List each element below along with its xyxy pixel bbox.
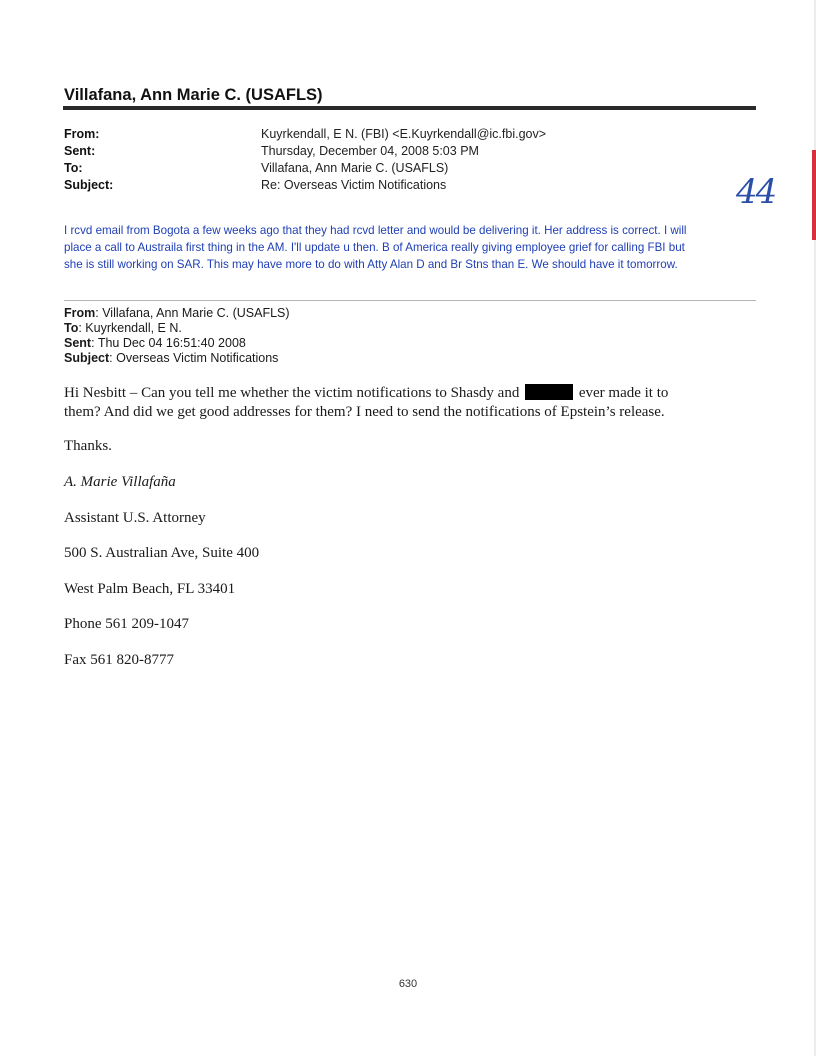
original-sent	[64, 336, 246, 350]
original-message-body	[64, 384, 756, 422]
signature-title: Assistant U.S. Attorney	[64, 510, 206, 526]
to-value: Villafana, Ann Marie C. (USAFLS)	[261, 161, 449, 175]
from-value: Kuyrkendall, E N. (FBI) <E.Kuyrkendall@ic.fbi.gov>	[261, 127, 547, 141]
original-to	[64, 321, 182, 335]
original-from	[64, 306, 290, 320]
quoted-message-separator	[64, 300, 756, 301]
original-from-label: From	[64, 306, 96, 320]
body-text-part-1: Hi Nesbitt – Can you tell me whether the victim notifications to Shasdy and	[64, 385, 520, 401]
original-subject	[64, 351, 278, 365]
from-label: From:	[64, 127, 100, 141]
original-subject-value: : Overseas Victim Notifications	[109, 351, 279, 365]
to-label: To:	[64, 161, 83, 175]
original-to-label: To	[64, 321, 79, 335]
signature-address-line-1: 500 S. Australian Ave, Suite 400	[64, 545, 260, 561]
redaction-box	[525, 384, 573, 400]
mailbox-owner-title: Villafana, Ann Marie C. (USAFLS)	[64, 86, 323, 104]
reply-line-1: I rcvd email from Bogota a few weeks ago that they had rcvd letter and would be delivering it. Her address is correct. I will	[64, 224, 687, 237]
signature-fax: Fax 561 820-8777	[64, 652, 174, 668]
thanks-line: Thanks.	[64, 438, 112, 454]
signature-name: A. Marie Villafaña	[64, 474, 176, 490]
signature-phone: Phone 561 209-1047	[64, 616, 189, 632]
signature-address-line-2: West Palm Beach, FL 33401	[64, 581, 236, 597]
original-sent-value: : Thu Dec 04 16:51:40 2008	[91, 336, 246, 350]
original-from-value: : Villafana, Ann Marie C. (USAFLS)	[95, 306, 290, 320]
original-to-value: : Kuyrkendall, E N.	[78, 321, 182, 335]
sent-value: Thursday, December 04, 2008 5:03 PM	[261, 144, 479, 158]
reply-line-2: place a call to Austraila first thing in the AM. I'll update u then. B of America really giving employee grief for calling FBI but	[64, 241, 685, 254]
subject-value: Re: Overseas Victim Notifications	[261, 178, 447, 192]
body-text-part-2: ever made it to	[578, 385, 669, 401]
subject-label: Subject:	[64, 178, 114, 192]
reply-message	[64, 222, 756, 273]
handwritten-exhibit-number: 44	[736, 172, 776, 212]
original-sent-label: Sent	[64, 336, 92, 350]
body-text-part-3: them? And did we get good addresses for them? I need to send the notifications of Epstein’s release.	[64, 404, 665, 420]
sent-label: Sent:	[64, 144, 96, 158]
original-subject-label: Subject	[64, 351, 110, 365]
reply-line-3: she is still working on SAR. This may have more to do with Atty Alan D and Br Stns than E. We should have it tomorrow.	[64, 258, 678, 271]
page-number: 630	[398, 978, 418, 990]
edge-color-mark	[812, 150, 816, 240]
title-divider	[63, 106, 756, 110]
